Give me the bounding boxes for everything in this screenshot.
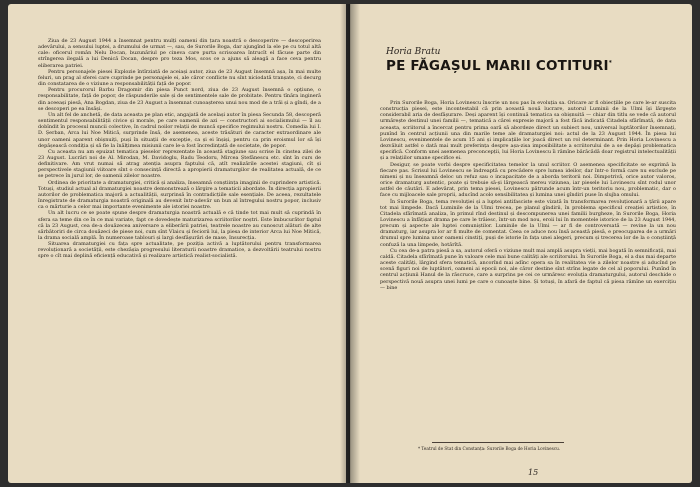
book-gutter-shadow — [340, 4, 360, 483]
paragraph: Cu cea de-a patra piesă a sa, autorul oferă o viziune mult mai amplă asupra vieții, mai bogată în semnificații, mai caldă. Citadela sfărîmată pune în valoare cele mai bune calități ale scriitorului. În Surorile Boga, el a dus mai departe aceste calități, lărgind sfera tematică, ancorînd mai adînc opera sa în realitatea vie a zilelor noastre și aducînd pe scenă figuri noi de luptători, oameni ai epocii noi, ale căror destine sînt strîns legate de cel al poporului. Punînd în centrul acțiunii Hanul de la răscruce, care a surprins pe cei ce urmăresc evoluția dramaturgului, autorul deschide o perspectivă nouă asupra unei lumi pe care o cunoaște bine. Și totuși, în afară de faptul că piesa rămîne un exercițiu — bine — [380, 247, 676, 291]
footnote-divider — [432, 442, 564, 443]
paragraph: Ziua de 23 August 1944 a însemnat pentru mulți oameni din țara noastră o descoperire — descoperirea adevărului, a sensului luptei, a drumului de urmat —, sau, de Surorile Boga, dar ajungînd la ele pe cu totul altă cale: oficerul român Nelu Docan, buzunăriul pe cineva care purta scrisoarea întrucît el făcuse parte din strîngerea ilegală a lui Denică Docan, despre pro teza Mos, scos ce a ajuns să aleagă a face ceva pentru eliberarea patriei. — [38, 38, 321, 69]
paragraph: Ordinea de prioritate a dramaturgiei, critică și analiza, înseamnă conștiința imaginii de cuprindere artistică. Totuși, studiul actual al dramaturgiei noastre demonstrează o lărgire a tematicii abordate. În direcția apropierii autorilor de problematica majoră a actualității, surprinsă în contradicțiile sale esențiale. De aceea, rezultatele înregistrate de dramaturgia noastră originală au devenit într-adevăr un bun al întregului nostru popor, inclusiv ca o mărturie a celor mai importante evenimente ale istoriei noastre. — [38, 179, 321, 211]
left-page — [8, 4, 346, 483]
paragraph: Prin Surorile Boga, Horia Lovinescu înscrie un nou pas în evoluția sa. Oricare ar fi obiecțiile pe care le-ar suscita construcția piesei, este incontestabil că prin această nouă lucrare, autorul Luminii de la Ulmi își lărgește considerabil aria de desfășurare. Deși aparent își continuă tematica sa obișnuită — chiar din titlu se vede că autorul urmărește destinul unei familii —, tematică a cărei expresie majoră a fost făcă indicată Citadela sfărîmată, de data aceasta, scriitorul a încercat pentru prima oară să abordeze direct un subiect nou, universal luptătorilor însemnați, punînd în centrul acțiunii una din marile teme ale dramaturgiei noi: actul de la 23 August 1944. În piesa lui Lovinescu, evenimentele de acum 15 ani și implicațiile lor joacă direct un rol determinant. Prin Horia Lovinescu a dezvăluit astfel o dată mai mult preferința despre așa-zisa imposibilitate a scriitorului de a se depăși problematica specifică. Conform unei asemenea preconcepții, lui Horia Lovinescu îi rămîne bărăcădă doar registrul intelectualității și a relațiilor umane specifice ei. — [380, 100, 676, 162]
left-page-text — [38, 38, 321, 260]
right-page — [350, 4, 692, 483]
paragraph: Situarea dramaturgiei cu fața spre actualitate, pe poziția activă a luptătorului pentru transformarea revoluționară a societății, este chezășia progresului literaturii noastre dramatice, a dezvoltării teatrului nostru spre o cît mai deplină eficiență educativă și realizare artistică realist-socialistă. — [38, 241, 321, 260]
right-page-text — [380, 100, 676, 291]
title-footnote-mark: * — [608, 59, 613, 67]
article-author: Horia Bratu — [386, 47, 441, 57]
article-title — [386, 58, 612, 74]
footnote: * Teatrul de Stat din Constanța: Surorile Boga de Horia Lovinescu. — [418, 446, 561, 451]
paragraph: Cu aceasta nu am epuizat tematica pieselor reprezentate în această stagiune sau scrise în cinstea zilei de 23 August. Lucrări noi de Al. Mirodan, M. Davidoglu, Radu Teodoru, Mircea Ștefănescu etc. sînt în curs de definitivare. Am vrut numai să atrag atenția asupra faptului că, atît realizările acestei stagiuni, cît și perspectivele stagiunii viitoare sînt o consecință directă a apropierii dramaturgilor de realitatea actuală, de ce se petrece în jurul lor, de oamenii zilelor noastre. — [38, 148, 321, 180]
paragraph: În Surorile Boga, tema revoluției și a luptei antifasciste este vizată în transformarea revoluționară a țării apare tot mai limpede. Dacă Luminile de la Ulmi trecea, pe planul gîndirii, în problema specificul creației artistice, în Citadela sfărîmată analiza, în primul rînd destinul și descompunerea unei familii burgheze, în Surorile Boga, Horia Lovinescu a înfățișat drama pe care le trăiesc, într-un mod nou, eroii lui în momentele istorice de la 23 August 1944, precum și aspecte ale luptei comuniștilor. Luminile de la Ulmi — ar fi de controversată — revine la un nou dramaturg, iar asupra lor ar fi multe de comentat. Ceea ce aduce nou însă această piesă, e preocuparea de a urmări drumul spre lumina unor oameni cinstiți, puși de istorie în fața unei alegeri, precum și trecerea lor de la o conștiință confuză la una limpede, hotărîtă. — [380, 198, 676, 248]
article-title-text: PE FĂGAȘUL MARII COTITURI — [386, 58, 609, 74]
page-number: 15 — [528, 468, 539, 477]
paragraph: Un alt lucru ce se poate spune despre dramaturgia noastră actuală e că tinde tot mai mult să cuprindă în sfera sa teme din ce în ce mai variate, fapt ce dovedește maturizarea scriitorilor noștri. Este îmbucurător faptul că la 23 August, cea de-a douăzecea aniversare a eliberării patriei, teatrele noastre au cunoscut alături de alte sărbătoriri de circa douăzeci de piese noi, cum sînt Vlaicu și feciorii lui, la piesa de interior Arca lui Noe Mitică, la drama socială amplă. În numeroase tablouri și largi desfășurări de mase, Insurecția. — [38, 210, 321, 241]
paragraph: Un alt fel de anchetă, de data aceasta pe plan etic, angajată de același autor în piesa Secunda 58, descoperă sentimentul responsabilității civice și morale, pe care oamenii de azi — constructori ai socialismului — îl au dobîndit în procesul muncii colective, în cadrul noilor relații de muncă specifice regimului nostru. Comedia lui I. D. Șerban, Arca lui Noe Mitică, surprinde însă, de asemenea, aceste trăsături de caracter extraordinare ale unor oameni aparent obișnuiți, puși în situații de excepție, ca și ei înșiși, pentru ca prin eroismul lor să își depășească condiția și să fie la înălțimea misiunii care le-a fost încredințată de societate, de popor. — [38, 111, 321, 149]
paragraph: Desigur, se poate vorbi despre specificitatea temelor la unul scriitor. O asemenea specificitate se exprimă la fiecare pas. Scrisul lui Lovinescu se îndreaptă cu precădere spre lumea ideilor, dar într-o formă care nu exclude pe nimeni și nu înseamnă deloc un refuz sau o incapacitate de a aborda teritorii noi. Dimpotrivă, orice autor valoros, orice dramaturg autentic, poate și trebuie să-și lărgească mereu viziunea, iar piesele lui Lovinescu sînt rodul unor astfel de căutări. E adevărat, prin tema piesei, Lovinescu pătrunde acum într-un teritoriu nou, problematic, dar o face cu mijloacele sale proprii, aducînd acolo sensibilitatea și lumina unei gîndiri puse în slujba omului. — [380, 161, 676, 199]
paragraph: Pentru procurorul Barbu Dragomir din piesa Punct nord, ziua de 23 August însemnă o opțiune, o responsabilitate, față de popor, de răspunderile sale și de sentimentele sale de probitate. Pentru tînăra ingineră din aceeași piesă, Ana Bogdan, ziua de 23 August a însemnat cunoașterea unui nou mod de a trăi și a gîndi, de a se descoperi pe ea însăși. — [38, 87, 321, 112]
paragraph: Pentru personajele piesei Explozie întîrziată de aceiași autor, ziua de 23 August însemnă așa, în mai multe feluri, un prag al sferei care cuprinde pe personajele ei, ale căror conflicte nu sînt niciodată tranșate, ci decurg din constatarea de o viziune a responsabilității față de popor. — [38, 68, 321, 88]
